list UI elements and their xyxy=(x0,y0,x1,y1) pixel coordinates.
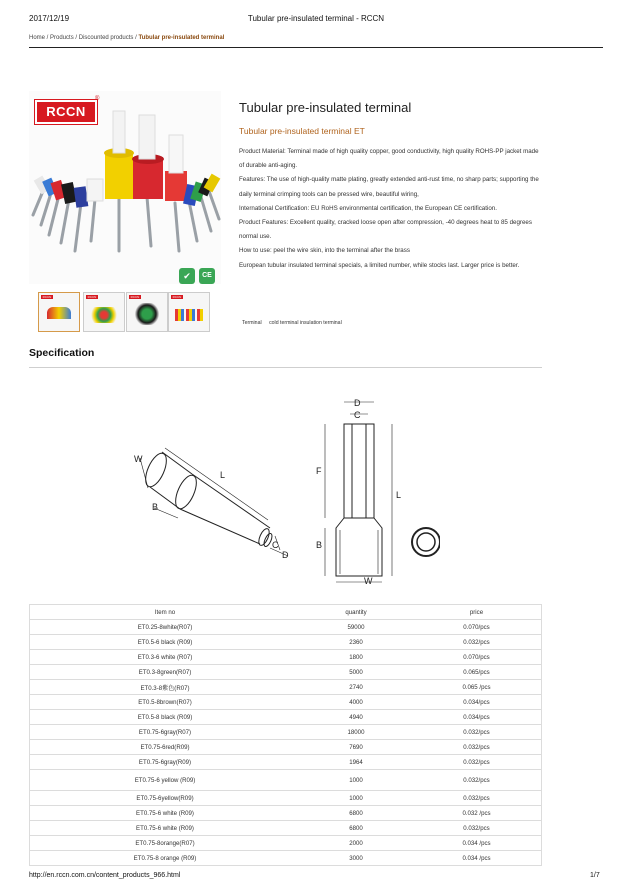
table-row xyxy=(30,680,542,695)
table-row xyxy=(30,635,542,650)
header-divider xyxy=(29,47,603,48)
cell-item-no: ET0.5-6 black (R09) xyxy=(30,635,301,650)
cell-price: 0.032/pcs xyxy=(412,635,542,650)
cell-price: 0.032/pcs xyxy=(412,791,542,806)
cell-quantity: 7690 xyxy=(300,740,412,755)
product-main-image[interactable] xyxy=(29,91,221,284)
tag-cold-terminal[interactable]: cold terminal insulation terminal xyxy=(269,320,342,326)
cell-item-no: ET0.3-8紫色(R07) xyxy=(30,680,301,695)
cell-price: 0.065/pcs xyxy=(412,665,542,680)
spec-divider xyxy=(29,367,542,368)
cell-quantity: 2740 xyxy=(300,680,412,695)
dim-label-w: W xyxy=(134,454,143,464)
dim-label-f: F xyxy=(316,466,322,476)
col-price: price xyxy=(412,605,542,620)
cell-price: 0.070/pcs xyxy=(412,650,542,665)
breadcrumb-products[interactable]: Products xyxy=(50,35,74,41)
thumb-logo: RCCN xyxy=(130,295,140,299)
cell-price: 0.070/pcs xyxy=(412,620,542,635)
registered-mark: ® xyxy=(95,96,100,102)
table-row xyxy=(30,695,542,710)
cell-item-no: ET0.5-8brown(R07) xyxy=(30,695,301,710)
tag-terminal[interactable]: Terminal xyxy=(242,320,262,326)
cell-item-no: ET0.3-6 white (R07) xyxy=(30,650,301,665)
breadcrumb xyxy=(29,35,224,41)
product-subtitle: Tubular pre-insulated terminal ET xyxy=(239,126,365,136)
cell-quantity: 6800 xyxy=(300,821,412,836)
cell-item-no: ET0.75-6 yellow (R09) xyxy=(30,770,301,791)
desc-product-features: Product Features: Excellent quality, cracked loose open after compression, -40 degrees heat to 85 degrees normal use. xyxy=(239,219,532,241)
cell-price: 0.032/pcs xyxy=(412,725,542,740)
table-row xyxy=(30,836,542,851)
thumbnail-4[interactable] xyxy=(168,292,210,332)
cell-item-no: ET0.25-8white(R07) xyxy=(30,620,301,635)
cell-price: 0.032 /pcs xyxy=(412,806,542,821)
dim-label-c-side: C xyxy=(354,410,361,420)
cell-price: 0.034/pcs xyxy=(412,695,542,710)
cell-item-no: ET0.75-6yellow(R09) xyxy=(30,791,301,806)
cell-item-no: ET0.75-6gray(R07) xyxy=(30,725,301,740)
cell-quantity: 1000 xyxy=(300,770,412,791)
cell-quantity: 2000 xyxy=(300,836,412,851)
cell-item-no: ET0.3-8green(R07) xyxy=(30,665,301,680)
cell-price: 0.032/pcs xyxy=(412,755,542,770)
cell-item-no: ET0.75-8orange(R07) xyxy=(30,836,301,851)
cell-quantity: 6800 xyxy=(300,806,412,821)
eco-cert-badge: ✔ xyxy=(179,268,195,284)
breadcrumb-discounted[interactable]: Discounted products xyxy=(78,35,134,41)
table-row xyxy=(30,620,542,635)
spec-table xyxy=(29,604,542,866)
breadcrumb-home[interactable]: Home xyxy=(29,35,46,41)
cell-price: 0.034/pcs xyxy=(412,710,542,725)
cell-item-no: ET0.75-6 white (R09) xyxy=(30,806,301,821)
table-row xyxy=(30,710,542,725)
thumb-terminals-image xyxy=(47,307,71,319)
dim-label-b: B xyxy=(152,502,159,512)
table-row xyxy=(30,665,542,680)
cell-item-no: ET0.75-6 white (R09) xyxy=(30,821,301,836)
breadcrumb-separator: / xyxy=(133,35,139,41)
thumb-terminals-image xyxy=(90,307,118,323)
thumb-logo: RCCN xyxy=(172,295,182,299)
thumbnail-2[interactable] xyxy=(83,292,125,332)
cell-quantity: 1000 xyxy=(300,791,412,806)
table-row xyxy=(30,770,542,791)
terminal-dimension-drawing xyxy=(120,390,440,585)
dim-label-w-side: W xyxy=(364,576,373,585)
thumb-terminals-image xyxy=(135,303,159,325)
cell-quantity: 3000 xyxy=(300,851,412,866)
cell-price: 0.032/pcs xyxy=(412,770,542,791)
print-doc-title: Tubular pre-insulated terminal - RCCN xyxy=(247,14,385,23)
breadcrumb-separator: / xyxy=(45,35,51,41)
dim-label-b-side: B xyxy=(316,540,323,550)
cell-item-no: ET0.5-8 black (R09) xyxy=(30,710,301,725)
table-row xyxy=(30,791,542,806)
cell-price: 0.034 /pcs xyxy=(412,851,542,866)
table-row xyxy=(30,650,542,665)
cell-item-no: ET0.75-6red(R09) xyxy=(30,740,301,755)
brand-logo: RCCN xyxy=(35,100,97,124)
terminals-photo xyxy=(29,91,221,284)
cell-price: 0.034 /pcs xyxy=(412,836,542,851)
desc-features: Features: The use of high-quality matte plating, greatly extended anti-rust time, no sharp parts; supporting the daily terminal crimping tools can be pressed wire, beautiful wiring, xyxy=(239,176,539,198)
desc-how-to-use: How to use: peel the wire skin, into the terminal after the brass xyxy=(239,247,410,255)
spec-table-body xyxy=(30,620,542,866)
cell-price: 0.032/pcs xyxy=(412,821,542,836)
table-row xyxy=(30,725,542,740)
cell-quantity: 18000 xyxy=(300,725,412,740)
desc-specials: European tubular insulated terminal specials, a limited number, while stocks last. Larger price is better. xyxy=(239,261,520,269)
table-header-row xyxy=(30,605,542,620)
dim-label-d: D xyxy=(282,550,289,560)
cell-item-no: ET0.75-6gray(R09) xyxy=(30,755,301,770)
ce-cert-badge: CE xyxy=(199,268,215,284)
cell-quantity: 4940 xyxy=(300,710,412,725)
table-row xyxy=(30,806,542,821)
desc-certification: International Certification: EU RoHS environmental certification, the European CE certification. xyxy=(239,204,497,212)
dim-label-l: L xyxy=(220,470,226,480)
cell-quantity: 1964 xyxy=(300,755,412,770)
print-url: http://en.rccn.com.cn/content_products_966.html xyxy=(29,872,181,879)
col-quantity: quantity xyxy=(300,605,412,620)
print-page-number: 1/7 xyxy=(590,872,600,879)
spec-heading: Specification xyxy=(29,347,95,359)
cell-quantity: 1800 xyxy=(300,650,412,665)
thumbnail-1[interactable] xyxy=(38,292,80,332)
thumbnail-3[interactable] xyxy=(126,292,168,332)
cell-quantity: 4000 xyxy=(300,695,412,710)
dim-label-l-side: L xyxy=(396,490,402,500)
cell-price: 0.032/pcs xyxy=(412,740,542,755)
table-row xyxy=(30,821,542,836)
breadcrumb-current: Tubular pre-insulated terminal xyxy=(138,35,225,41)
cell-quantity: 2360 xyxy=(300,635,412,650)
product-description xyxy=(239,145,541,273)
product-tags xyxy=(242,320,348,326)
table-row xyxy=(30,740,542,755)
col-item-no: Item no xyxy=(30,605,301,620)
thumb-logo: RCCN xyxy=(87,295,97,299)
dim-label-d-side: D xyxy=(354,398,361,408)
cell-quantity: 59000 xyxy=(300,620,412,635)
print-date: 2017/12/19 xyxy=(29,14,70,23)
cell-price: 0.065 /pcs xyxy=(412,680,542,695)
cell-item-no: ET0.75-8 orange (R09) xyxy=(30,851,301,866)
breadcrumb-separator: / xyxy=(73,35,79,41)
cell-quantity: 5000 xyxy=(300,665,412,680)
thumb-logo: RCCN xyxy=(42,295,52,299)
product-title: Tubular pre-insulated terminal xyxy=(239,100,412,115)
table-row xyxy=(30,755,542,770)
table-row xyxy=(30,851,542,866)
desc-material: Product Material: Terminal made of high quality copper, good conductivity, high quality ROHS-PP jacket made of durable anti-aging. xyxy=(239,148,539,170)
thumb-terminals-image xyxy=(175,309,203,321)
dim-label-c: C xyxy=(272,540,279,550)
